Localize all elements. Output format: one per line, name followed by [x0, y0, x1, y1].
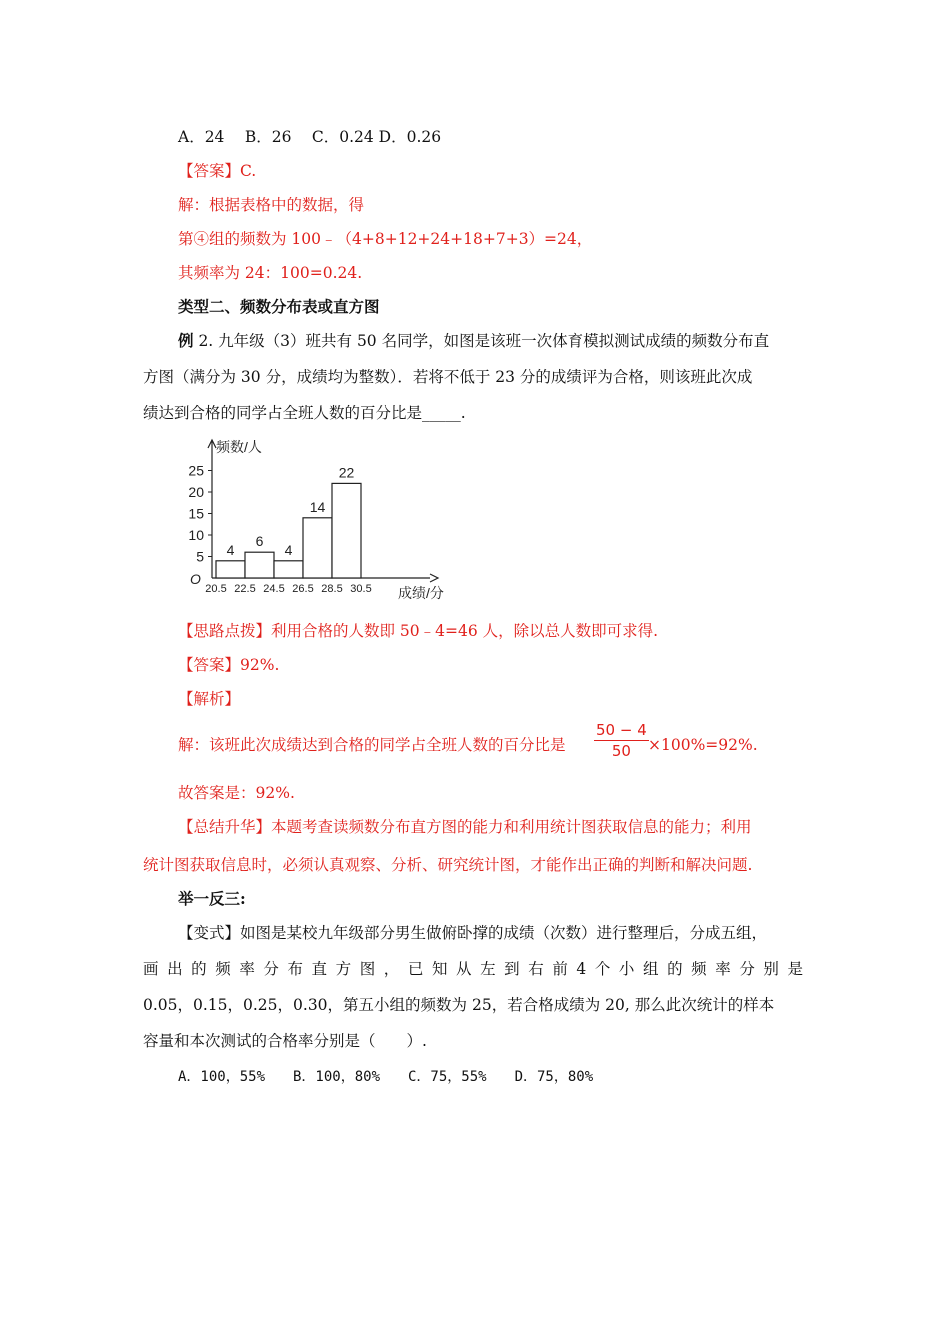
x-tick-label: 26.5 [292, 583, 314, 595]
x-axis-arrow [430, 574, 438, 582]
spread-char: 的 [191, 960, 207, 978]
conclusion: 故答案是：92%. [178, 784, 295, 802]
x-tick-label: 30.5 [350, 583, 372, 595]
example2-text: 2. 九年级（3）班共有 50 名同学，如图是该班一次体育模拟测试成绩的频数分布直 [193, 332, 770, 350]
spread-char: 左 [480, 960, 496, 978]
spread-char: 分 [739, 960, 755, 978]
practice-line4: 容量和本次测试的合格率分别是（ ）. [143, 1032, 427, 1050]
histogram-bar [332, 483, 361, 578]
summary-line1: 【总结升华】本题考查读频数分布直方图的能力和利用统计图获取信息的能力；利用 [178, 818, 752, 836]
y-tick-label: 5 [196, 548, 204, 565]
y-tick-label: 10 [188, 527, 204, 543]
spread-char: 画 [143, 960, 159, 978]
histogram-bar [216, 561, 245, 578]
x-tick-label: 22.5 [234, 583, 256, 595]
example2-line3: 绩达到合格的同学占全班人数的百分比是_____. [143, 404, 466, 422]
x-tick-label: 20.5 [205, 583, 227, 595]
spread-char: ， [383, 960, 400, 978]
spread-char: 率 [239, 960, 255, 978]
solution-suffix: ×100%=92%. [648, 736, 758, 754]
summary-line2: 统计图获取信息时，必须认真观察、分析、研究统计图，才能作出正确的判断和解决问题. [143, 856, 753, 874]
y-axis-label: 频数/人 [216, 439, 262, 455]
spread-char: 率 [715, 960, 731, 978]
spread-char: 是 [787, 960, 803, 978]
prev-solution-line2: 第④组的频数为 100﹣（4+8+12+24+18+7+3）=24， [178, 230, 593, 248]
practice-options: A．100，55% B．100，80% C．75，55% D．75，80% [178, 1069, 594, 1085]
y-tick-label: 20 [188, 484, 204, 500]
spread-char: 右 [528, 960, 544, 978]
x-tick-label: 24.5 [263, 583, 285, 595]
spread-char: 知 [431, 960, 448, 978]
spread-char: 布 [287, 960, 303, 978]
fraction [594, 720, 649, 761]
prev-solution-line3: 其频率为 24：100=0.24. [178, 264, 363, 282]
practice-line3: 0.05，0.15，0.25，0.30，第五小组的频数为 25，若合格成绩为 20, 那么此次统计的样本 [143, 996, 775, 1014]
bar-data-label: 4 [284, 541, 293, 558]
y-tick-label: 15 [188, 505, 204, 522]
prev-options: A．24 B．26 C．0.24 D．0.26 [178, 128, 442, 146]
spread-char: 直 [311, 960, 328, 978]
spread-char: 出 [167, 960, 183, 978]
fraction-denominator: 50 [611, 742, 631, 760]
spread-char: 到 [504, 960, 520, 978]
histogram-bar [245, 552, 274, 578]
spread-char: 别 [763, 960, 779, 978]
spread-char: 的 [667, 960, 683, 978]
x-tick-label: 28.5 [321, 583, 343, 595]
spread-char: 频 [215, 960, 231, 978]
spread-char: 图 [359, 960, 376, 978]
spread-char: 前 [552, 960, 568, 978]
prev-solution-line1: 解：根据表格中的数据，得 [178, 196, 365, 214]
example2-answer: 【答案】92%. [178, 656, 280, 674]
spread-char: 4 [576, 960, 587, 978]
spread-char: 方 [335, 960, 352, 978]
practice-title: 举一反三: [178, 889, 246, 908]
spread-char: 频 [691, 960, 707, 978]
origin-label: O [190, 571, 201, 587]
histogram-bar [274, 561, 303, 578]
section-title: 类型二、频数分布表或直方图 [178, 297, 380, 316]
bar-data-label: 22 [338, 464, 355, 481]
bar-data-label: 14 [309, 498, 326, 515]
spread-char: 已 [407, 960, 424, 978]
example2-line2: 方图（满分为 30 分，成绩均为整数）．若将不低于 23 分的成绩评为合格，则该班此次成 [143, 368, 753, 386]
spread-char: 小 [618, 960, 635, 978]
example2-line1 [178, 330, 769, 352]
bar-data-label: 6 [255, 533, 264, 550]
histogram-bar [303, 518, 332, 578]
fraction-numerator: 50 − 4 [596, 721, 647, 739]
hint-text: 【思路点拨】利用合格的人数即 50﹣4=46 人，除以总人数即可求得. [178, 622, 659, 640]
bar-data-label: 4 [226, 541, 235, 558]
y-tick-label: 25 [188, 462, 204, 479]
prev-answer: 【答案】C. [178, 162, 257, 180]
spread-char: 分 [263, 960, 279, 978]
solution-prefix: 解：该班此次成绩达到合格的同学占全班人数的百分比是 [178, 736, 566, 754]
practice-line1: 【变式】如图是某校九年级部分男生做俯卧撑的成绩（次数）进行整理后，分成五组， [178, 924, 768, 942]
x-axis-label: 成绩/分 [398, 585, 444, 601]
example-label: 例 [178, 331, 194, 350]
jiexi-label: 【解析】 [178, 690, 241, 708]
histogram-chart [170, 432, 470, 604]
practice-line2 [143, 958, 803, 980]
spread-char: 从 [456, 960, 472, 978]
spread-char: 个 [594, 960, 611, 978]
spread-char: 组 [643, 960, 659, 978]
